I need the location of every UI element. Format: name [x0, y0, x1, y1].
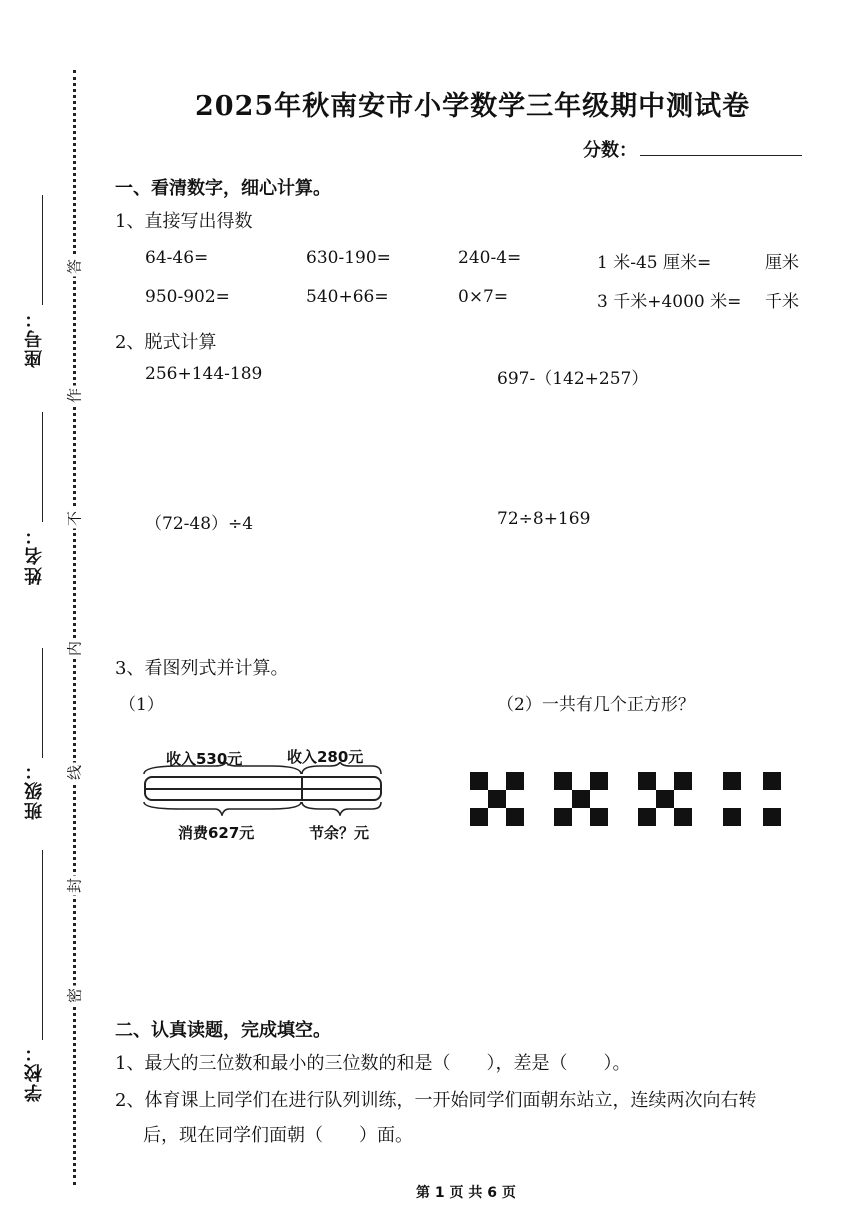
calc-item: 540+66=: [306, 287, 389, 307]
unit-label: 千米: [765, 292, 799, 312]
q1-title: 1、直接写出得数: [115, 211, 253, 232]
score-label: 分数：: [583, 140, 637, 161]
page-number: 第 1 页 共 6 页: [416, 1185, 516, 1201]
seal-char: 不: [64, 509, 85, 529]
calc-item: 630-190=: [306, 248, 391, 268]
q2-title: 2、脱式计算: [115, 332, 217, 353]
expr-item: 697-（142+257）: [497, 369, 649, 389]
bar-midline: [144, 788, 382, 790]
calc-item: 0×7=: [458, 287, 509, 307]
bar-divider: [301, 776, 303, 801]
unit-label: 厘米: [765, 253, 799, 273]
class-field[interactable]: [42, 648, 43, 758]
fill-question-2-line1: 2、体育课上同学们在进行队列训练，一开始同学们面朝东站立，连续两次向右转: [115, 1090, 757, 1111]
expr-item: 256+144-189: [145, 364, 263, 384]
seal-char: 内: [64, 639, 85, 659]
income1-label: 收入530元: [166, 750, 243, 768]
seal-char: 作: [64, 386, 85, 406]
expense-brace: [140, 800, 390, 816]
class-label: 班级：: [24, 760, 45, 820]
seal-char: 密: [64, 986, 85, 1006]
income-brace: [140, 762, 390, 776]
four-corner-pattern: [723, 772, 781, 826]
section1-heading: 一、看清数字，细心计算。: [115, 178, 331, 199]
calc-item: 950-902=: [145, 287, 230, 307]
seal-char: 答: [64, 257, 85, 277]
x-pattern: [470, 772, 524, 826]
squares-figure: [470, 772, 785, 830]
expense-label: 消费627元: [178, 824, 255, 842]
x-pattern: [638, 772, 692, 826]
expr-item: 72÷8+169: [497, 509, 591, 529]
x-pattern: [554, 772, 608, 826]
income2-label: 收入280元: [287, 748, 364, 766]
q3-title: 3、看图列式并计算。: [115, 658, 289, 679]
calc-item: 240-4=: [458, 248, 522, 268]
fill-question-1: 1、最大的三位数和最小的三位数的和是（ ），差是（ ）。: [115, 1053, 631, 1074]
calc-item: 64-46=: [145, 248, 209, 268]
seal-char: 封: [64, 876, 85, 896]
seal-char: 线: [64, 763, 85, 783]
school-label: 学校：: [24, 1042, 45, 1102]
seat-label: 座号：: [24, 308, 45, 368]
calc-item: 3 千米+4000 米=: [597, 292, 742, 312]
fill-question-2-line2: 后，现在同学们面朝（ ）面。: [143, 1125, 413, 1146]
saving-label: 节余？元: [309, 824, 370, 842]
q3-part1-label: （1）: [119, 695, 164, 715]
q3-part2-label: （2）一共有几个正方形？: [497, 695, 695, 715]
section2-heading: 二、认真读题，完成填空。: [115, 1020, 331, 1041]
binding-dotted-line: [73, 70, 76, 1185]
seat-field[interactable]: [42, 195, 43, 305]
score-field[interactable]: [640, 155, 802, 156]
name-label: 姓名：: [24, 525, 45, 585]
calc-item: 1 米-45 厘米=: [597, 253, 712, 273]
name-field[interactable]: [42, 412, 43, 522]
page-title: 2025年秋南安市小学数学三年级期中测试卷: [195, 91, 751, 122]
school-field[interactable]: [42, 850, 43, 1040]
expr-item: （72-48）÷4: [145, 514, 254, 534]
